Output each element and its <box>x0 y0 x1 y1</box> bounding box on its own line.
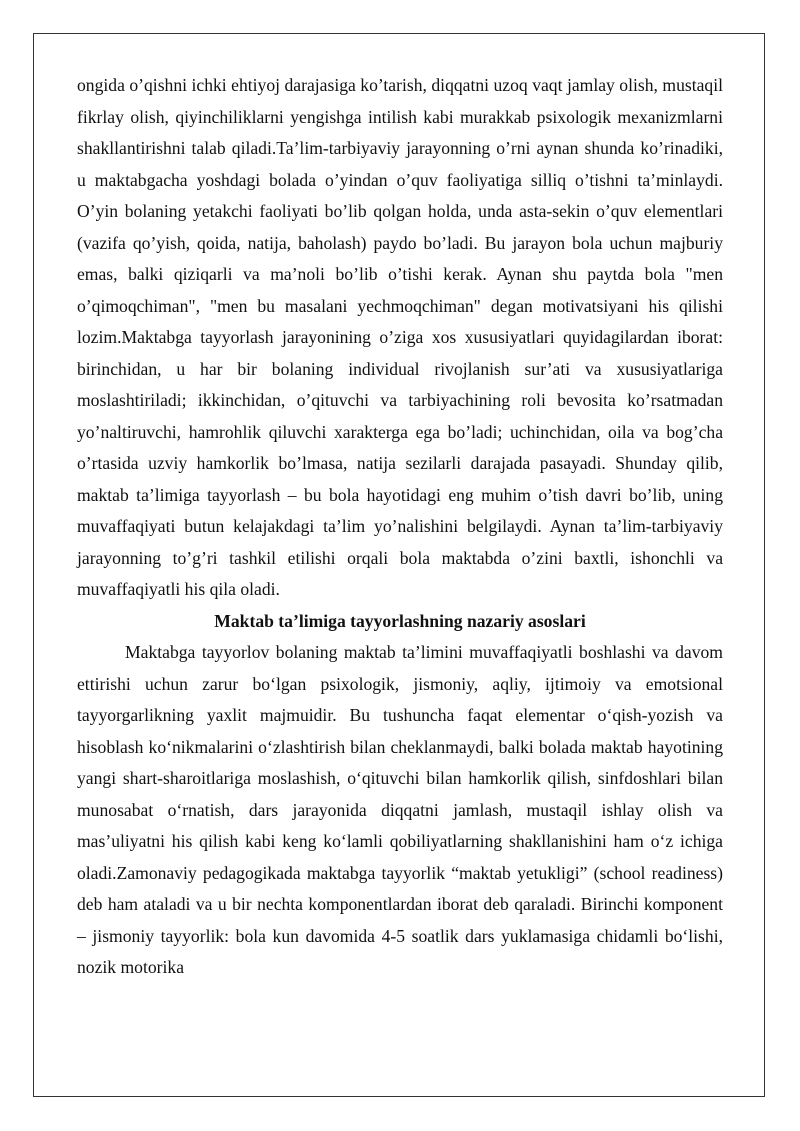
document-body <box>77 70 723 984</box>
body-paragraph-1: ongida o’qishni ichki ehtiyoj darajasiga ko’tarish, diqqatni uzoq vaqt jamlay olish, mustaqil fikrlay olish, qiyinchiliklarni yengishga intilish kabi murakkab psixologik mexanizmlarni shakllantirishni talab qiladi.Ta’lim-tarbiyaviy jarayonning o’rni aynan shunda ko’rinadiki, u maktabgacha yoshdagi bolada o’yindan o’quv faoliyatiga silliq o’tishni ta’minlaydi. O’yin bolaning yetakchi faoliyati bo’lib qolgan holda, unda asta-sekin o’quv elementlari (vazifa qo’yish, qoida, natija, baholash) paydo bo’ladi. Bu jarayon bola uchun majburiy emas, balki qiziqarli va ma’noli bo’lib o’tishi kerak. Aynan shu paytda bola "men o’qimoqchiman", "men bu masalani yechmoqchiman" degan motivatsiyani his qilishi lozim.Maktabga tayyorlash jarayonining o’ziga xos xususiyatlari quyidagilardan iborat: birinchidan, u har bir bolaning individual rivojlanish sur’ati va xususiyatlariga moslashtiriladi; ikkinchidan, o’qituvchi va tarbiyachining roli bevosita ko’rsatmadan yo’naltiruvchi, hamrohlik qiluvchi xarakterga ega bo’ladi; uchinchidan, oila va bog’cha o’rtasida uzviy hamkorlik bo’lmasa, natija sezilarli darajada pasayadi. Shunday qilib, maktab ta’limiga tayyorlash – bu bola hayotidagi eng muhim o’tish davri bo’lib, uning muvaffaqiyati butun kelajakdagi ta’lim yo’nalishini belgilaydi. Aynan ta’lim-tarbiyaviy jarayonning to’g’ri tashkil etilishi orqali bola maktabda o’zini baxtli, ishonchli va muvaffaqiyatli his qila oladi. <box>77 75 723 599</box>
section-heading: Maktab ta’limiga tayyorlashning nazariy asoslari <box>214 610 586 631</box>
body-paragraph-2: Maktabga tayyorlov bolaning maktab ta’limini muvaffaqiyatli boshlashi va davom ettirishi uchun zarur bo‘lgan psixologik, jismoniy, aqliy, ijtimoiy va emotsional tayyorgarlikning yaxlit majmuidir. Bu tushuncha faqat elementar o‘qish-yozish va hisoblash ko‘nikmalarini o‘zlashtirish bilan cheklanmaydi, balki bolada maktab hayotining yangi shart-sharoitlariga moslashish, o‘qituvchi bilan hamkorlik qilish, sinfdoshlari bilan munosabat o‘rnatish, dars jarayonida diqqatni jamlash, mustaqil ishlay olish va mas’uliyatni his qilish kabi keng ko‘lamli qobiliyatlarning shakllanishini ham o‘z ichiga oladi.Zamonaviy pedagogikada maktabga tayyorlik “maktab yetukligi” (school readiness) deb ham ataladi va u bir nechta komponentlardan iborat deb qaraladi. Birinchi komponent – jismoniy tayyorlik: bola kun davomida 4-5 soatlik dars yuklamasiga chidamli bo‘lishi, nozik motorika <box>77 642 723 977</box>
